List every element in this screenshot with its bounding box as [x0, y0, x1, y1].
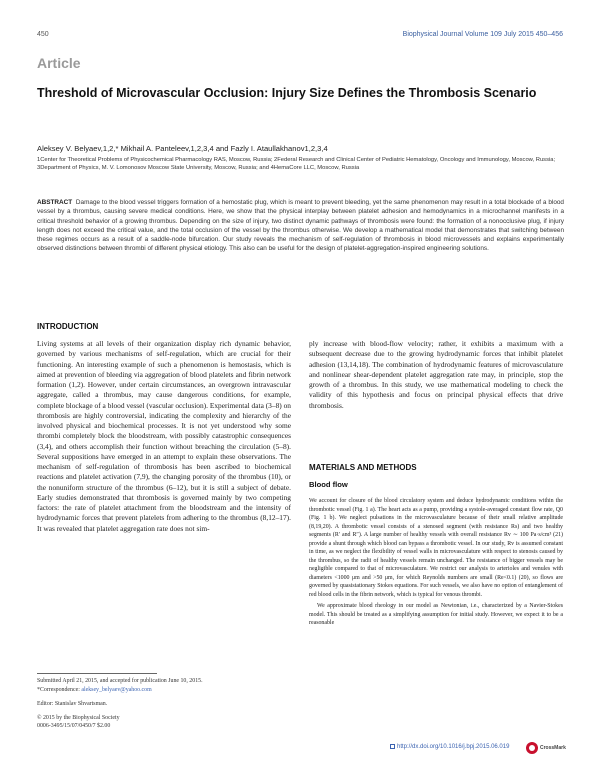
abstract: [37, 198, 564, 254]
abstract-label: ABSTRACT: [37, 199, 73, 206]
doi-link[interactable]: [390, 744, 509, 750]
page-number: 450: [37, 31, 49, 38]
editor-note: Editor: Stanislav Shvartsman.: [37, 701, 108, 707]
submission-dates: Submitted April 21, 2015, and accepted for publication June 10, 2015.: [37, 678, 203, 684]
crossmark-icon: [526, 742, 538, 754]
correspondence-email-link[interactable]: aleksey_belyaev@yahoo.com: [81, 687, 152, 693]
external-link-icon: [390, 744, 395, 749]
article-type-label: Article: [37, 55, 81, 71]
introduction-left-column: Living systems at all levels of their organization display rich dynamic behavior, governed by various mechanisms of self-regulation, which are crucial for their functioning. An interesting example of such a phenomenon is hemostasis, which is aimed at prevention of bleeding via aggregation of blood platelets and fibrin network formation (1,2). However, under certain circumstances, an overgrown intravascular aggregate, called a thrombus, may cause dangerous conditions, for example, complete blockage of a blood vessel (vascular occlusion). Experimental data (3–8) on thrombosis are highly controversial, indicating the complexity and hierarchy of the involved physical and biochemical processes. It is not yet understood why some thrombi completely block the bloodstream, with possibly catastrophic consequences (3,4), and others accomplish their function without breaching the circulation (5–8). Several suppositions have emerged in an attempt to explain these observations. The mechanism of self-regulation of thrombosis has been ascribed to biochemical reactions and platelet activation (7,9), the changing porosity of the thrombus (10), or the nonuniform structure of the thrombus (6–12), but it is still a subject of debate. Early studies demonstrated that thrombosis is governed mainly by two competing factors: the rate of platelet attachment from the bloodstream and the intensity of hydrodynamic forces that prevent platelets from adhering to the thrombus (8,12–17). It was revealed that platelet aggregation rate does not sim-: [37, 339, 291, 533]
introduction-heading: INTRODUCTION: [37, 322, 99, 331]
crossmark-badge[interactable]: [526, 740, 566, 758]
introduction-right-column: ply increase with blood-flow velocity; rather, it exhibits a maximum with a subsequent decrease due to the growing hydrodynamic forces that inhibit platelet adhesion (13,14,18). The combination of hydrodynamic features of microvasculature and nonlinear shear-dependent platelet aggregation rate may, in principle, stop the growth of a thrombus. In this study, we use mathematical modeling to check the validity of this hypothesis and focus on principal physical effects that drive thrombosis.: [309, 339, 563, 410]
author-list: Aleksey V. Belyaev,1,2,* Mikhail A. Panteleev,1,2,3,4 and Fazly I. Ataullakhanov1,2,3,4: [37, 144, 328, 153]
crossmark-label: CrossMark: [540, 745, 566, 751]
issn-price: 0006-3495/15/07/0450/7 $2.00: [37, 723, 111, 729]
abstract-text: Damage to the blood vessel triggers formation of a hemostatic plug, which is meant to prevent bleeding, yet the same phenomenon may result in a total blockade of a blood vessel by a thrombus, causing severe medical conditions. Here, we show that the physical interplay between platelet adhesion and hemodynamics in a microchannel manifests in a critical threshold behavior of a growing thrombus. Depending on the size of injury, two distinct dynamic pathways of thrombosis were found: the formation of a nonocclusive plug, if injury length does not exceed the critical value, and the total occlusion of the vessel by the thrombus otherwise. We develop a mathematical model that demonstrates that switching between these regimes occurs as a result of a saddle-node bifurcation. Our study reveals the mechanism of self-regulation of thrombosis in blood microvessels and explains experimentally observed distinctions between thrombi of different physical etiology. This also can be useful for the design of platelet-aggregation-inspired engineering solutions.: [37, 199, 564, 253]
blood-flow-text: [309, 497, 563, 628]
doi-text[interactable]: http://dx.doi.org/10.1016/j.bpj.2015.06.019: [397, 744, 510, 751]
affiliations: 1Center for Theoretical Problems of Physicochemical Pharmacology RAS, Moscow, Russia; 2Federal Research and Clinical Center of Pediatric Hematology, Oncology and Immunology, Moscow, Russia; 3Department of Physics, M. V. Lomonosov Moscow State University, Moscow, Russia; and 4HemaCore LLC, Moscow, Russia: [37, 157, 556, 172]
correspondence-label: *Correspondence:: [37, 687, 82, 693]
blood-flow-paragraph-1: We account for closure of the blood circulatory system and deduce hydrodynamic conditions within the thrombotic vessel (Fig. 1 a). The heart acts as a pump, providing a systole-averaged constant flow rate, Q0 (Fig. 1 b). We neglect pulsations in the microvasculature because of their small relative amplitude (8,19,20). A thrombotic vessel consists of a stenosed segment (with resistance Rs) and two healthy segments (R′ and R″). A large number of healthy vessels with overall resistance Rv ∼ 100 Pa·s/cm³ (21) provide a shunt through which blood can bypass a thrombotic vessel. In our study, Rv is assumed constant in time, as we neglect the flexibility of vessel walls in microvasculature with respect to stenosis caused by the thrombus, so the radii of healthy vessels remain unchanged. The resistance of bigger vessels may be negligible compared to that of microvasculature. We restrict our analysis to arterioles and venules with diameters <1000 μm and >50 μm, for which Reynolds numbers are small (Re<0.1) (20), so flows are governed by quasistationary Stokes equations. For such vessels, we also have no option of entanglement of red blood cells in the fibrin network, which is typical for venous thrombi.: [309, 498, 563, 598]
journal-reference[interactable]: Biophysical Journal Volume 109 July 2015 450–456: [402, 31, 563, 38]
blood-flow-paragraph-2: We approximate blood rheology in our model as Newtonian, i.e., characterized by a Navier-Stokes model. This should be treated as a simplifying assumption for initial study. However, we expect it to be a reasonable: [309, 603, 563, 626]
correspondence: [37, 686, 297, 694]
blood-flow-heading: Blood flow: [309, 480, 348, 489]
footnote-divider: [37, 673, 157, 674]
paper-title: Threshold of Microvascular Occlusion: Injury Size Defines the Thrombosis Scenario: [37, 86, 537, 100]
methods-heading: MATERIALS AND METHODS: [309, 463, 417, 472]
copyright: © 2015 by the Biophysical Society: [37, 715, 120, 721]
